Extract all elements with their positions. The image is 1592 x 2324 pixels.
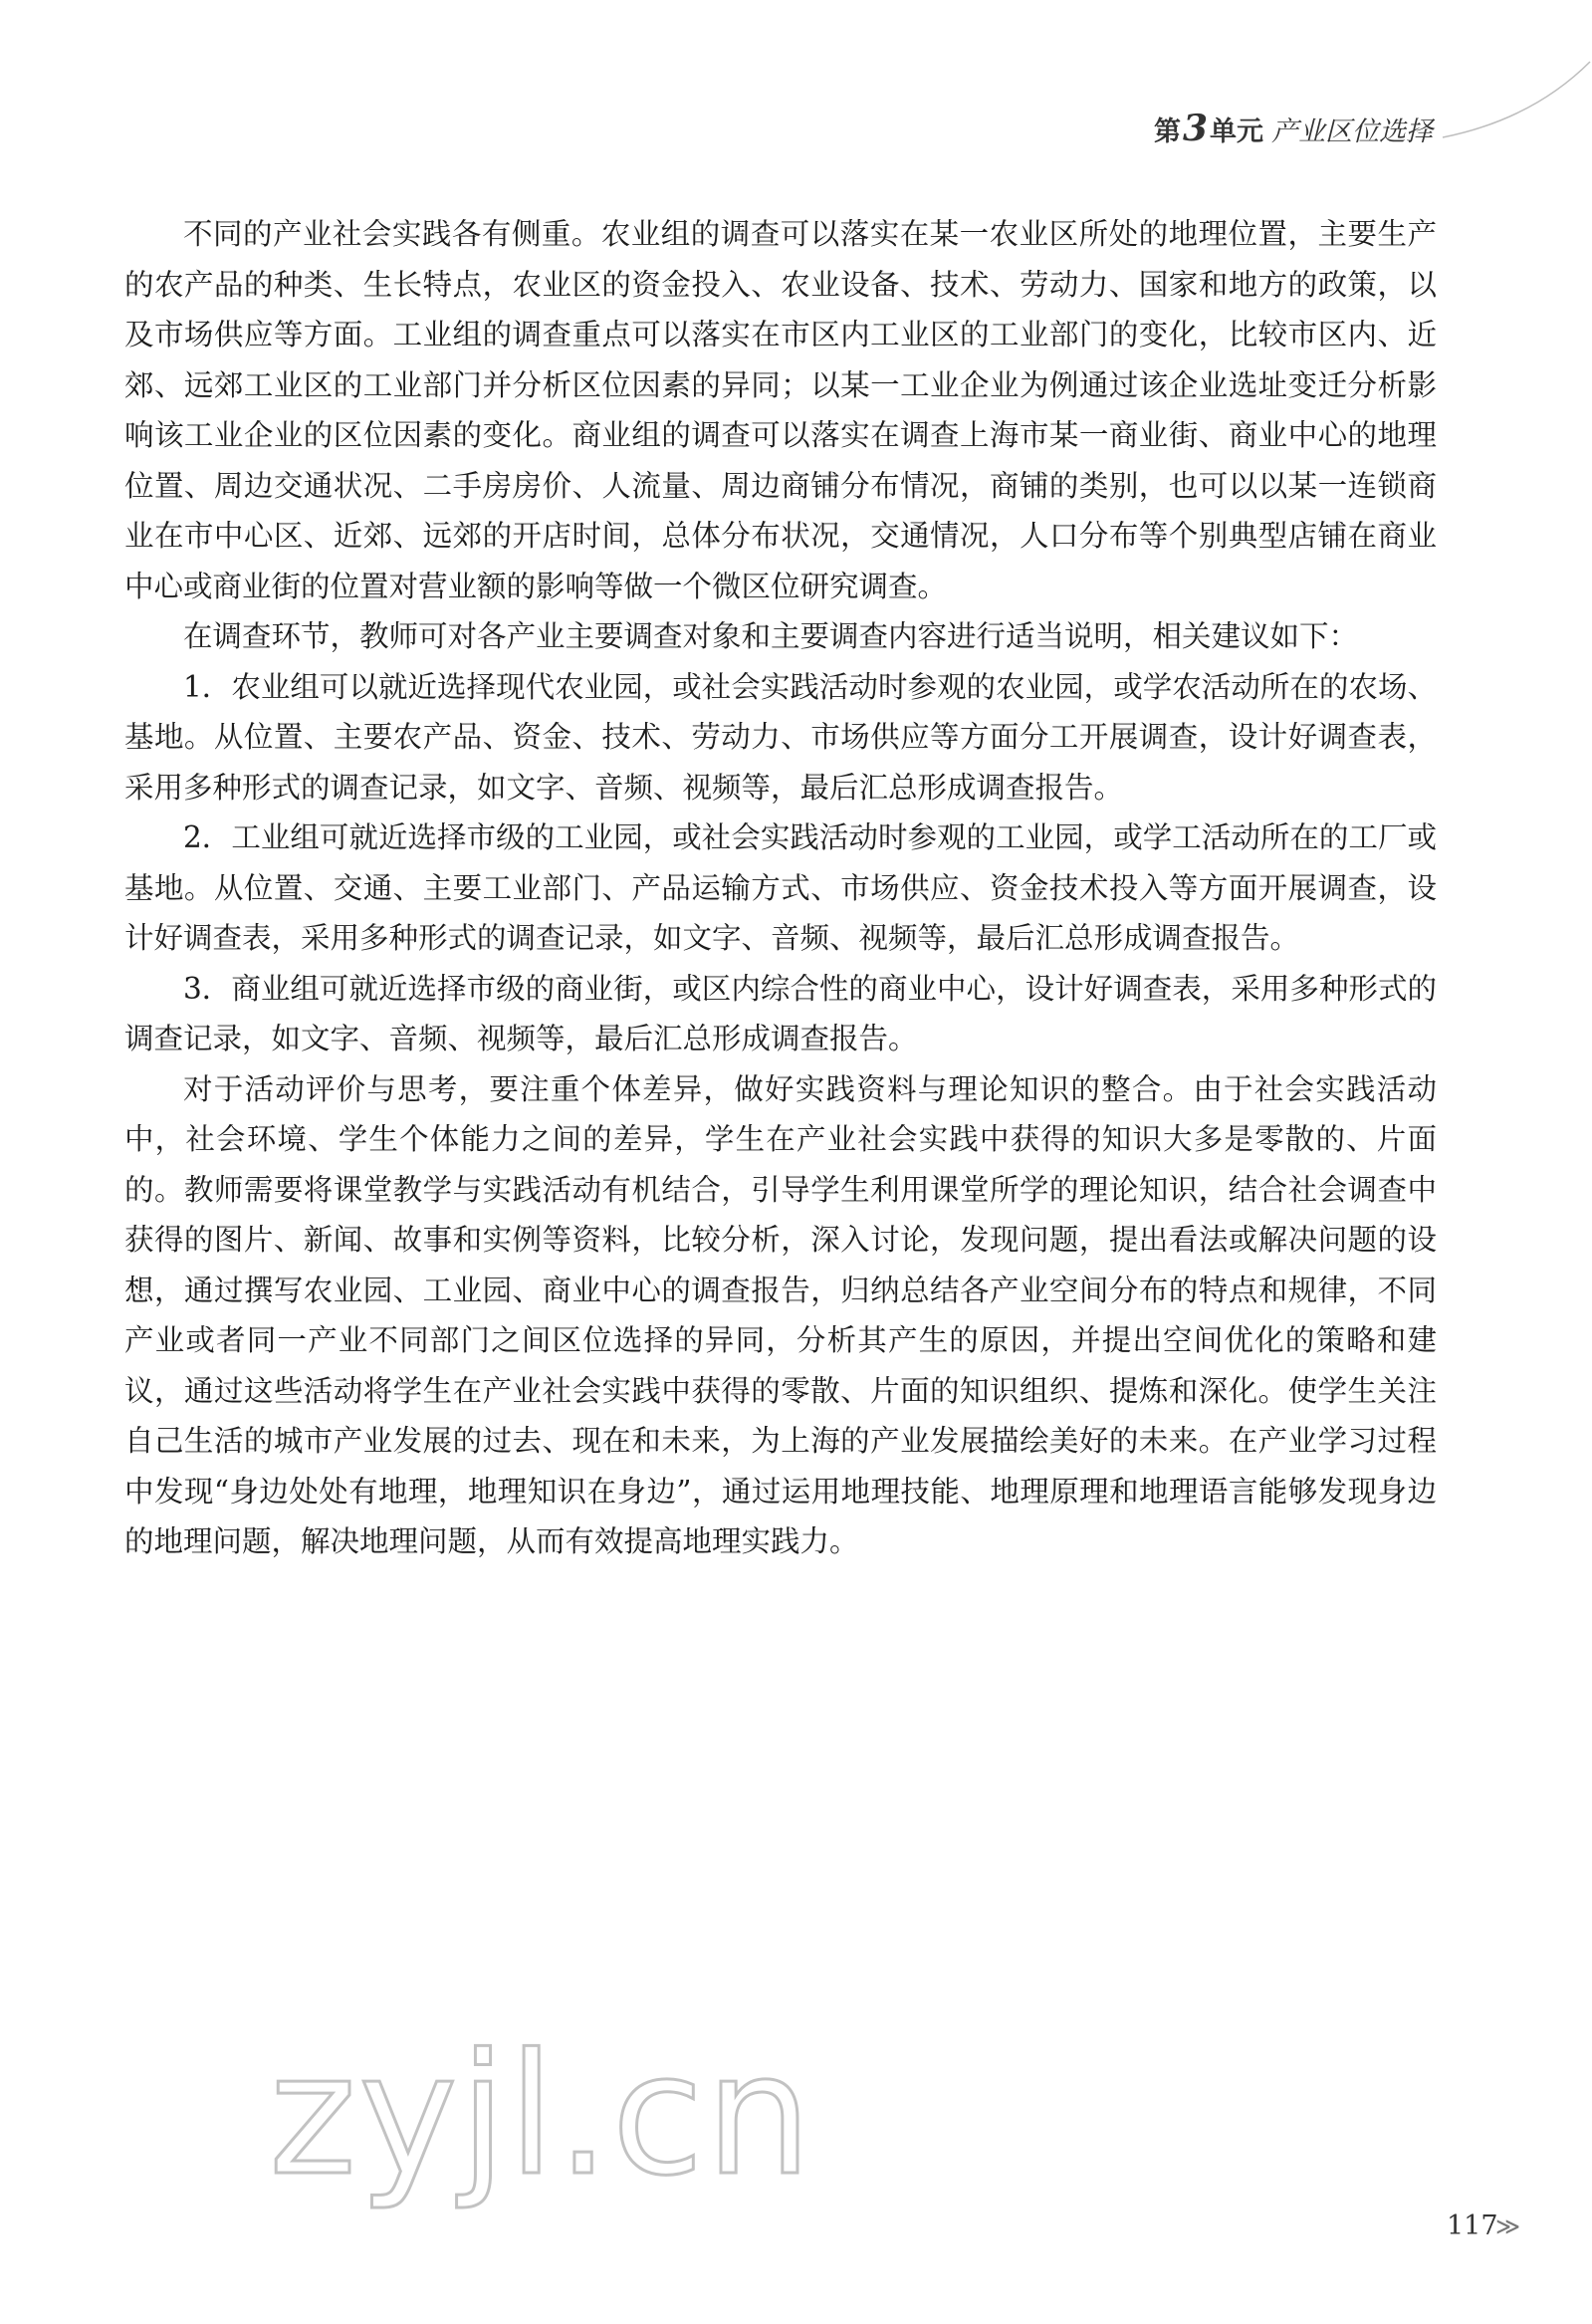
paragraph: 对于活动评价与思考，要注重个体差异，做好实践资料与理论知识的整合。由于社会实践活动中，社会环境、学生个体能力之间的差异，学生在产业社会实践中获得的知识大多是零散的、片面的。教师需要将课堂教学与实践活动有机结合，引导学生利用课堂所学的理论知识，结合社会调查中获得的图片、新闻、故事和实例等资料，比较分析，深入讨论，发现问题，提出看法或解决问题的设想，通过撰写农业园、工业园、商业中心的调查报告，归纳总结各产业空间分布的特点和规律，不同产业或者同一产业不同部门之间区位选择的异同，分析其产生的原因，并提出空间优化的策略和建议，通过这些活动将学生在产业社会实践中获得的零散、片面的知识组织、提炼和深化。使学生关注自己生活的城市产业发展的过去、现在和未来，为上海的产业发展描绘美好的未来。在产业学习过程中发现“身边处处有地理，地理知识在身边”，通过运用地理技能、地理原理和地理语言能够发现身边的地理问题，解决地理问题，从而有效提高地理实践力。 — [124, 1071, 1437, 1558]
running-header — [1154, 108, 1433, 149]
header-curve-decoration — [1423, 60, 1592, 139]
paragraph: 3．商业组可就近选择市级的商业街，或区内综合性的商业中心，设计好调查表，采用多种形式的调查记录，如文字、音频、视频等，最后汇总形成调查报告。 — [124, 971, 1437, 1055]
unit-prefix: 第 — [1153, 116, 1181, 147]
paragraph: 在调查环节，教师可对各产业主要调查对象和主要调查内容进行适当说明，相关建议如下： — [183, 619, 1359, 653]
paragraph: 不同的产业社会实践各有侧重。农业组的调查可以落实在某一农业区所处的地理位置，主要生产的农产品的种类、生长特点，农业区的资金投入、农业设备、技术、劳动力、国家和地方的政策，以及市场供应等方面。工业组的调查重点可以落实在市区内工业区的工业部门的变化，比较市区内、近郊、远郊工业区的工业部门并分析区位因素的异同；以某一工业企业为例通过该企业选址变迁分析影响该工业企业的区位因素的变化。商业组的调查可以落实在调查上海市某一商业街、商业中心的地理位置、周边交通状况、二手房房价、人流量、周边商铺分布情况，商铺的类别，也可以以某一连锁商业在市中心区、近郊、远郊的开店时间，总体分布状况，交通情况，人口分布等个别典型店铺在商业中心或商业街的位置对营业额的影响等做一个微区位研究调查。 — [124, 217, 1437, 603]
page-number: 117 — [1447, 2210, 1498, 2241]
unit-suffix: 单元 — [1210, 116, 1263, 147]
unit-topic: 产业区位选择 — [1271, 116, 1433, 147]
watermark-logo: zyjl.cn — [269, 2017, 814, 2212]
paragraph: 2．工业组可就近选择市级的工业园，或社会实践活动时参观的工业园，或学工活动所在的工厂或基地。从位置、交通、主要工业部门、产品运输方式、市场供应、资金技术投入等方面开展调查，设计好调查表，采用多种形式的调查记录，如文字、音频、视频等，最后汇总形成调查报告。 — [124, 820, 1437, 955]
double-chevron-right-icon: ≫ — [1495, 2212, 1521, 2240]
unit-number: 3 — [1182, 108, 1208, 149]
paragraph: 1．农业组可以就近选择现代农业园，或社会实践活动时参观的农业园，或学农活动所在的农场、基地。从位置、主要农产品、资金、技术、劳动力、市场供应等方面分工开展调查，设计好调查表，采用多种形式的调查记录，如文字、音频、视频等，最后汇总形成调查报告。 — [124, 669, 1437, 805]
body-text — [124, 209, 1437, 1567]
